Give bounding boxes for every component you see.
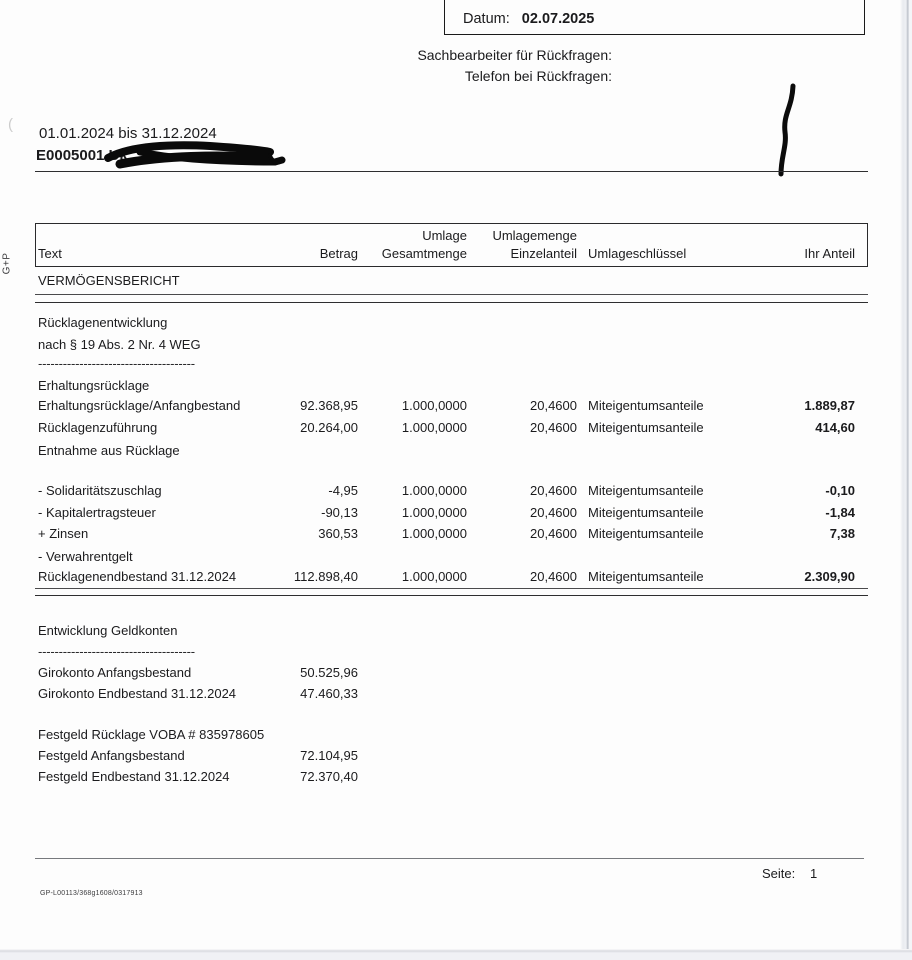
row-betrag: 50.525,96: [300, 665, 358, 680]
divider-top: [35, 171, 868, 172]
row-anteil: 7,38: [829, 526, 855, 541]
object-code: E0005001 Uk: [36, 147, 128, 164]
date-label: Datum:: [463, 11, 510, 27]
row-text: - Kapitalertragsteuer: [38, 505, 156, 520]
double-rule-1a: [35, 294, 868, 295]
double-rule-2a: [35, 588, 868, 589]
row-betrag: 92.368,95: [300, 398, 358, 413]
phone-label: Telefon bei Rückfragen:: [464, 68, 612, 84]
row-anteil: -0,10: [825, 483, 855, 498]
table-row: [0, 483, 912, 499]
row-gesamtmenge: 1.000,0000: [401, 526, 467, 541]
col-header-text: Text: [38, 246, 62, 261]
row-betrag: 72.104,95: [300, 748, 358, 763]
row-betrag: 72.370,40: [300, 769, 358, 784]
table-row: [0, 686, 912, 702]
report-title: VERMÖGENSBERICHT: [38, 273, 180, 288]
row-betrag: 360,53: [318, 526, 358, 541]
section-title: Rücklagenentwicklung: [38, 315, 168, 330]
dashed-separator: --------------------------------------: [38, 644, 195, 659]
clerk-label: Sachbearbeiter für Rückfragen:: [417, 47, 612, 63]
row-einzelanteil: 20,4600: [530, 569, 577, 584]
row-einzelanteil: 20,4600: [530, 398, 577, 413]
double-rule-2b: [35, 595, 868, 596]
row-betrag: 20.264,00: [300, 420, 358, 435]
double-rule-1b: [35, 302, 868, 303]
col-header-ihr-anteil: Ihr Anteil: [804, 246, 855, 261]
group-label: Entnahme aus Rücklage: [38, 443, 180, 458]
row-gesamtmenge: 1.000,0000: [401, 420, 467, 435]
scan-edge-bottom: [0, 949, 912, 960]
table-row: [0, 748, 912, 764]
row-text: Girokonto Endbestand 31.12.2024: [38, 686, 237, 701]
table-row: [0, 420, 912, 436]
row-betrag: -4,95: [328, 483, 358, 498]
pen-stroke: [765, 80, 815, 180]
row-text: Rücklagenendbestand 31.12.2024: [38, 569, 237, 584]
row-schluessel: Miteigentumsanteile: [588, 505, 704, 520]
row-einzelanteil: 20,4600: [530, 420, 577, 435]
smudge-mark: (: [8, 116, 13, 133]
col-header-umlagemenge: Umlagemenge: [492, 228, 577, 243]
row-schluessel: Miteigentumsanteile: [588, 483, 704, 498]
row-anteil: 1.889,87: [804, 398, 855, 413]
group-label: Festgeld Rücklage VOBA # 835978605: [38, 727, 265, 742]
row-gesamtmenge: 1.000,0000: [401, 505, 467, 520]
date-box: [444, 0, 865, 35]
section-title: Entwicklung Geldkonten: [38, 623, 178, 638]
table-row: [0, 665, 912, 681]
row-einzelanteil: 20,4600: [530, 483, 577, 498]
col-header-umlageschluessel: Umlageschlüssel: [588, 246, 687, 261]
row-einzelanteil: 20,4600: [530, 526, 577, 541]
row-schluessel: Miteigentumsanteile: [588, 398, 704, 413]
row-betrag: 47.460,33: [300, 686, 358, 701]
table-row: [0, 398, 912, 414]
col-header-betrag: Betrag: [319, 246, 358, 261]
col-header-umlage: Umlage: [422, 228, 467, 243]
group-label: - Verwahrentgelt: [38, 549, 133, 564]
date-value: 02.07.2025: [521, 11, 595, 27]
table-row: [0, 769, 912, 785]
table-row: [0, 569, 912, 585]
row-text: + Zinsen: [38, 526, 89, 541]
row-schluessel: Miteigentumsanteile: [588, 420, 704, 435]
row-anteil: -1,84: [825, 505, 855, 520]
row-betrag: 112.898,40: [293, 569, 358, 584]
page-label: Seite:: [762, 866, 796, 881]
table-row: [0, 505, 912, 521]
row-schluessel: Miteigentumsanteile: [588, 526, 704, 541]
row-text: Festgeld Anfangsbestand: [38, 748, 185, 763]
row-gesamtmenge: 1.000,0000: [401, 483, 467, 498]
billing-period: 01.01.2024 bis 31.12.2024: [39, 125, 217, 142]
col-header-einzelanteil: Einzelanteil: [510, 246, 577, 261]
col-header-gesamtmenge: Gesamtmenge: [381, 246, 467, 261]
row-text: Girokonto Anfangsbestand: [38, 665, 192, 680]
row-schluessel: Miteigentumsanteile: [588, 569, 704, 584]
row-text: - Solidaritätszuschlag: [38, 483, 162, 498]
margin-side-label: G+P: [1, 252, 13, 275]
dashed-separator: --------------------------------------: [38, 356, 195, 371]
redaction-scribble: [100, 138, 290, 172]
row-anteil: 2.309,90: [804, 569, 855, 584]
page-number: 1: [810, 866, 818, 881]
row-einzelanteil: 20,4600: [530, 505, 577, 520]
group-label: Erhaltungsrücklage: [38, 378, 150, 393]
scan-edge-right: [900, 0, 912, 960]
table-row: [0, 526, 912, 542]
row-gesamtmenge: 1.000,0000: [401, 569, 467, 584]
footer-rule: [35, 858, 864, 859]
row-betrag: -90,13: [321, 505, 358, 520]
row-text: Rücklagenzuführung: [38, 420, 158, 435]
row-anteil: 414,60: [815, 420, 855, 435]
row-text: Erhaltungsrücklage/Anfangbestand: [38, 398, 241, 413]
section-subtitle: nach § 19 Abs. 2 Nr. 4 WEG: [38, 337, 201, 352]
form-code: GP-L00113/368g1608/0317913: [40, 890, 143, 897]
row-gesamtmenge: 1.000,0000: [401, 398, 467, 413]
row-text: Festgeld Endbestand 31.12.2024: [38, 769, 230, 784]
